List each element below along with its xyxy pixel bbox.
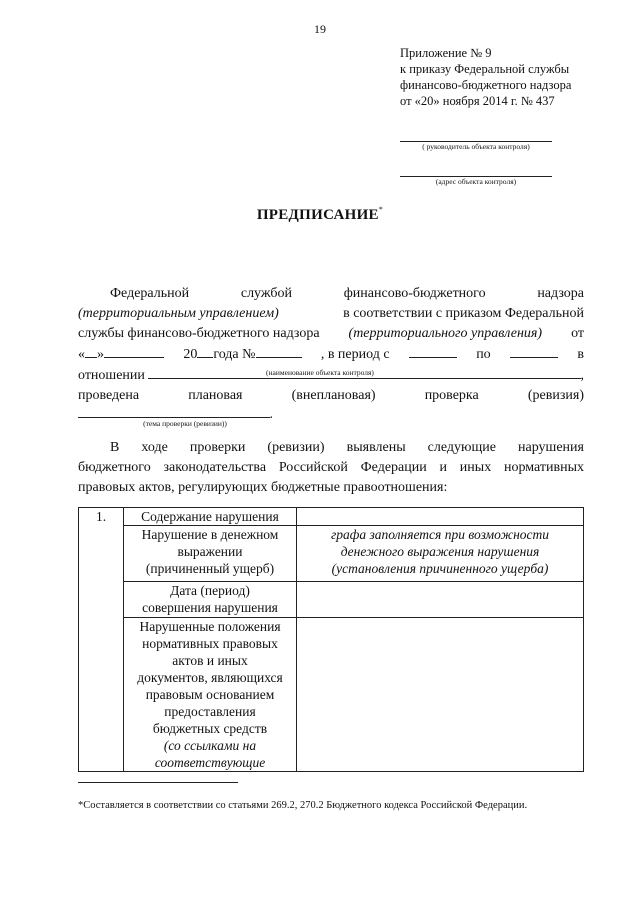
table-row: [79, 526, 584, 582]
appendix-block: [400, 45, 571, 109]
object-caption: (наименование объекта контроля): [266, 368, 374, 377]
violations-table: [78, 507, 584, 772]
text: от: [571, 326, 584, 341]
monetary-note: графа заполняется при возможности денежного выражения нарушения (установления причиненного ущерба): [297, 526, 584, 582]
date-line: [78, 344, 584, 365]
po-label: по: [476, 347, 491, 362]
table-row: [79, 508, 584, 526]
word: Федеральной: [110, 286, 190, 301]
paragraph-line: [78, 438, 584, 458]
word: В: [110, 440, 120, 455]
word: надзора: [537, 286, 584, 301]
topic-caption: (тема проверки (ревизии)): [143, 419, 227, 428]
word: (ревизия): [527, 388, 584, 403]
word: (внеплановая): [291, 388, 376, 403]
date-field: « »: [78, 344, 164, 365]
year-field: 20 года №: [183, 344, 301, 365]
paragraph-line: бюджетного законодательства Российской Федерации и иных нормативных: [78, 460, 584, 475]
italic-text: (территориального управления): [348, 326, 543, 341]
comma: ,: [580, 368, 584, 383]
word: нарушения: [518, 440, 584, 455]
appendix-line: к приказу Федеральной службы: [400, 62, 570, 76]
paragraph-line: [78, 304, 584, 324]
otnoshenii-label: отношении: [78, 368, 145, 383]
violation-content-label: Содержание нарушения: [124, 508, 297, 526]
violated-provisions-label: Нарушенные положения нормативных правовых актов и иных документов, являющихся правовым основанием предоставления бюджетных средств (со ссылками на соответствующие: [124, 618, 297, 772]
word: проведена: [78, 388, 140, 403]
date-label: Дата (период) совершения нарушения: [124, 582, 297, 618]
word: следующие: [427, 440, 496, 455]
word: выявлены: [346, 440, 406, 455]
topic-line: [78, 404, 270, 418]
title-footnote-mark: *: [378, 205, 384, 214]
word: ходе: [141, 440, 168, 455]
word: проверка: [424, 388, 479, 403]
text: службы финансово-бюджетного надзора: [78, 326, 320, 341]
v-label: в: [577, 347, 584, 362]
text: в соответствии с приказом Федеральной: [343, 306, 584, 321]
table-row: [79, 618, 584, 772]
dot: .: [269, 407, 273, 422]
word: службой: [240, 286, 292, 301]
word: проверки: [189, 440, 246, 455]
title-text: ПРЕДПИСАНИЕ: [256, 207, 379, 223]
address-caption: (адрес объекта контроля): [435, 177, 517, 186]
appendix-line: Приложение № 9: [400, 46, 492, 60]
monetary-label: Нарушение в денежном выражении (причиненный ущерб): [124, 526, 297, 582]
paragraph-line: [78, 324, 584, 344]
period-to-line: [510, 344, 558, 358]
page-number: 19: [314, 22, 326, 36]
row-number: 1.: [79, 508, 124, 772]
period-label: , в период с: [320, 347, 390, 362]
word: финансово-бюджетного: [343, 286, 486, 301]
head-caption: ( руководитель объекта контроля): [422, 142, 530, 151]
paragraph-2: [78, 438, 584, 498]
period-from-line: [409, 344, 457, 358]
document-title: [0, 206, 640, 224]
paragraph-line: [78, 284, 584, 304]
footnote-separator: [78, 782, 238, 783]
date-cell: [297, 582, 584, 618]
italic-text: (территориальным управлением): [78, 306, 279, 321]
violated-provisions-cell: [297, 618, 584, 772]
audit-line: [78, 386, 584, 406]
table-row: [79, 582, 584, 618]
violation-content-cell: [297, 508, 584, 526]
paragraph-line: правовых актов, регулирующих бюджетные правоотношения:: [78, 480, 448, 495]
word: плановая: [188, 388, 243, 403]
appendix-line: финансово-бюджетного надзора: [400, 78, 572, 92]
appendix-line: от «20» ноября 2014 г. № 437: [400, 94, 555, 108]
footnote: *Составляется в соответствии со статьями 269.2, 270.2 Бюджетного кодекса Российской Федерации.: [78, 800, 528, 811]
word: (ревизии): [267, 440, 325, 455]
